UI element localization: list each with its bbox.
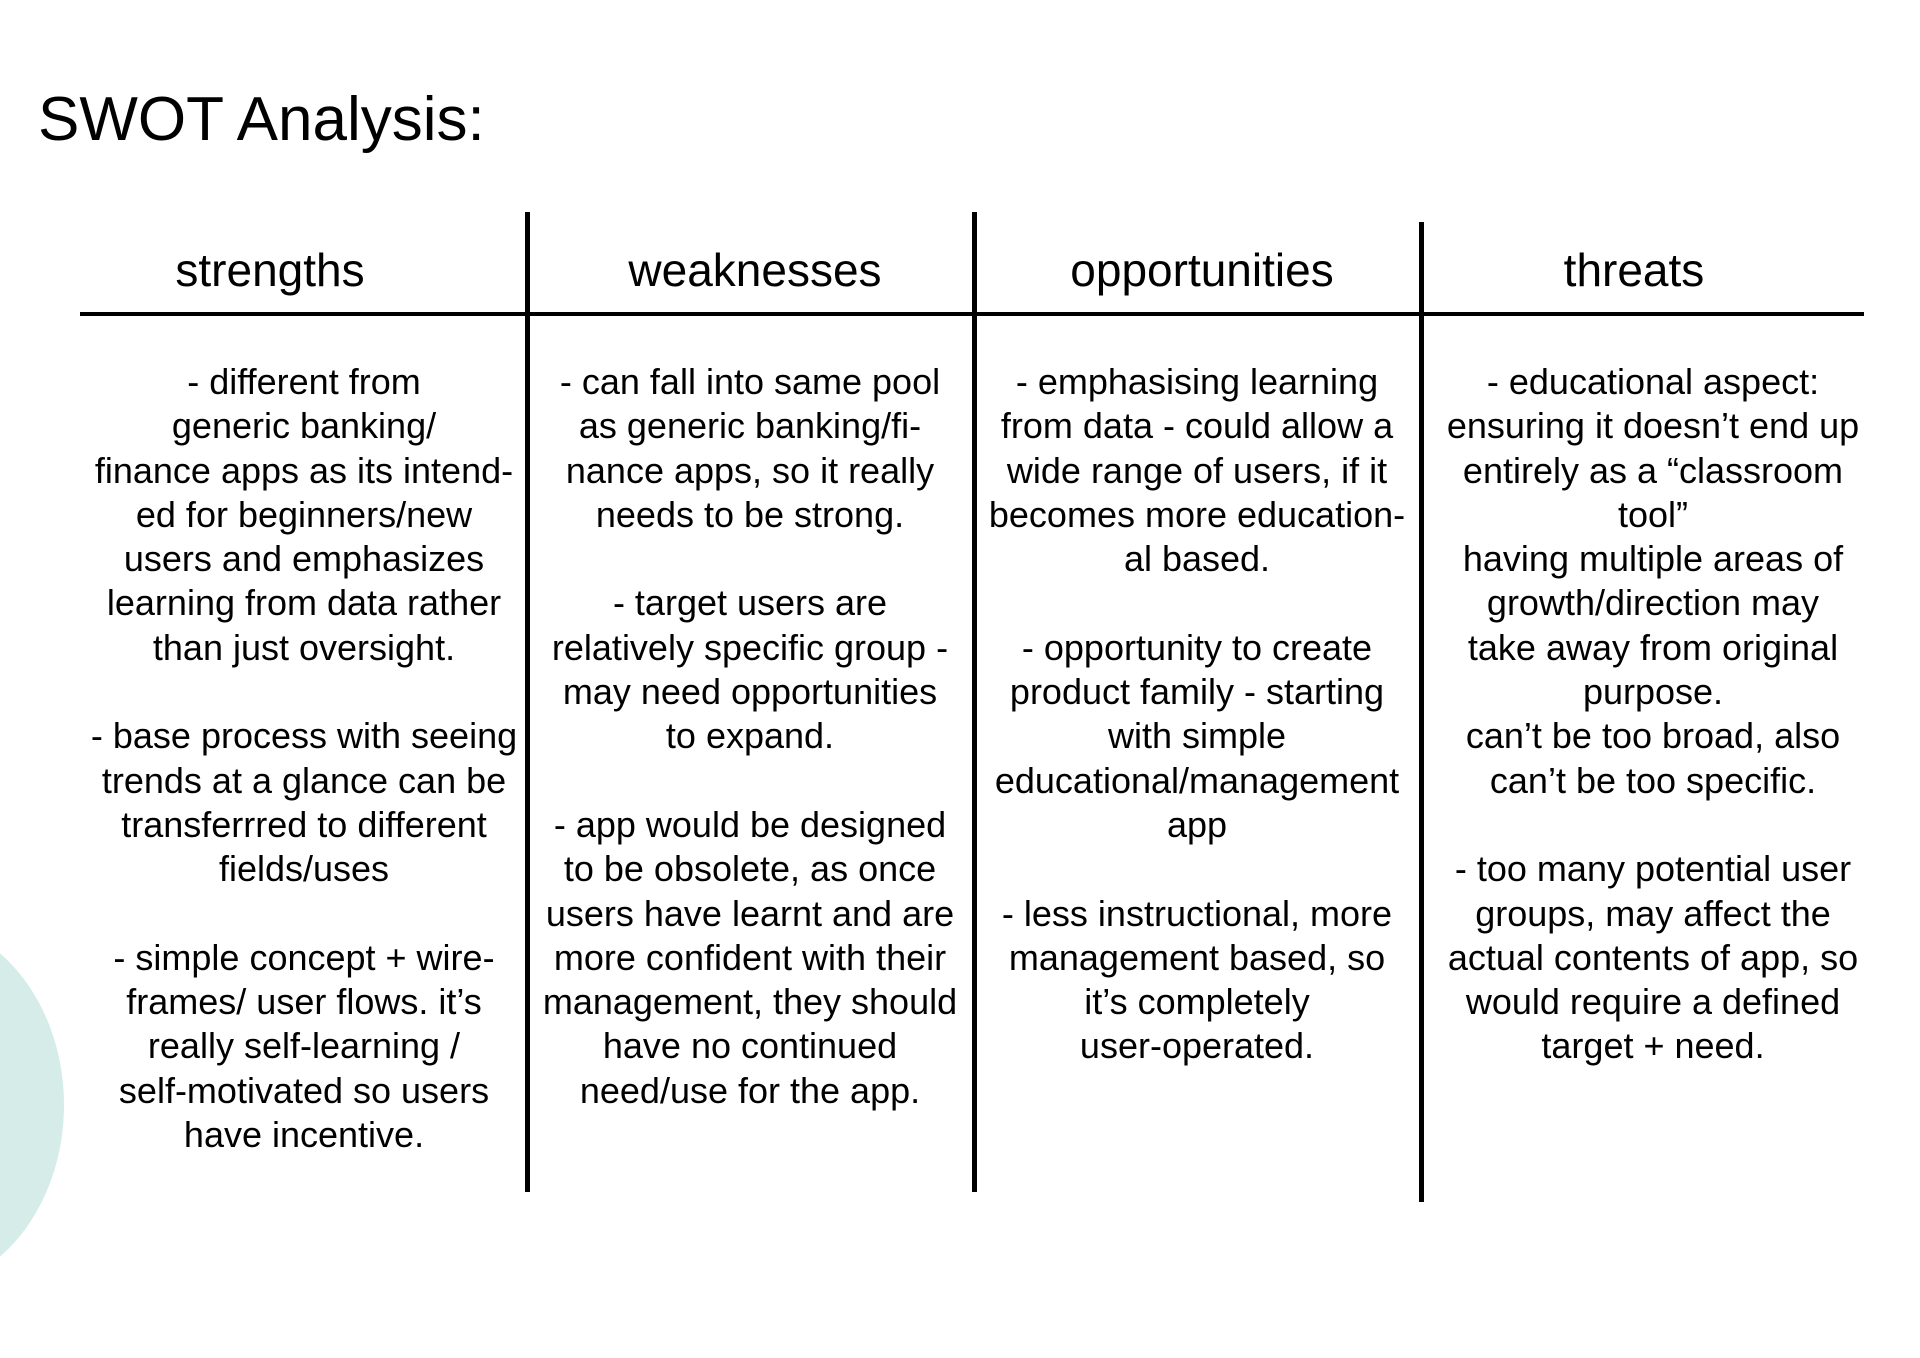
text-line: really self-learning /: [147, 1025, 461, 1067]
text-line: more confident with their: [553, 936, 947, 978]
text-line: - educational aspect:: [1486, 361, 1820, 402]
header-rule-right: [532, 312, 1864, 316]
page-title: SWOT Analysis:: [38, 85, 485, 154]
text-line: management based, so: [1008, 936, 1386, 978]
paragraph: [977, 892, 1417, 1069]
text-line: can’t be too broad, also: [1465, 715, 1841, 757]
text-line: user-operated.: [1079, 1025, 1315, 1067]
text-line: self-motivated so users: [118, 1069, 490, 1111]
column-divider-3: [1419, 222, 1424, 1202]
text-line: may need opportunities: [562, 671, 938, 713]
text-line: - different from: [187, 361, 421, 402]
text-line: frames/ user flows. it’s: [126, 981, 482, 1023]
text-line: than just oversight.: [152, 626, 456, 668]
text-line: trends at a glance can be: [101, 759, 507, 801]
text-line: wide range of users, if it: [1006, 449, 1388, 491]
text-line: nance apps, so it really: [565, 449, 935, 491]
text-line: - less instructional, more: [1001, 892, 1393, 934]
decorative-circle: [0, 920, 64, 1290]
text-line: - opportunity to create: [1021, 626, 1373, 668]
text-line: needs to be strong.: [595, 493, 905, 535]
text-line: entirely as a “classroom: [1462, 449, 1844, 491]
paragraph: [977, 360, 1417, 581]
paragraph: [78, 714, 530, 891]
threats-column: [1428, 360, 1878, 1069]
text-line: actual contents of app, so: [1447, 936, 1859, 978]
paragraph: [530, 360, 970, 537]
text-line: - can fall into same pool: [559, 361, 941, 402]
threats-heading: threats: [1563, 244, 1705, 296]
text-line: to be obsolete, as once: [563, 848, 937, 890]
paragraph: [1428, 360, 1878, 803]
text-line: - emphasising learning: [1015, 361, 1379, 402]
text-line: it’s completely: [1084, 981, 1310, 1023]
text-line: - app would be designed: [553, 803, 947, 845]
paragraph: [78, 360, 530, 670]
text-line: - too many potential user: [1454, 848, 1852, 890]
text-line: tool”: [1617, 493, 1689, 535]
text-line: users and emphasizes: [123, 538, 485, 580]
text-line: from data - could allow a: [1000, 405, 1394, 447]
text-line: purpose.: [1582, 671, 1724, 713]
text-line: growth/direction may: [1486, 582, 1820, 624]
text-line: - target users are: [612, 582, 888, 624]
text-line: having multiple areas of: [1462, 538, 1844, 580]
text-line: groups, may affect the: [1475, 892, 1831, 934]
text-line: take away from original: [1467, 626, 1839, 668]
paragraph: [78, 936, 530, 1157]
header-rule-left: [80, 312, 532, 316]
text-line: app: [1166, 803, 1228, 845]
text-line: - base process with seeing: [90, 715, 518, 757]
text-line: users have learnt and are: [545, 892, 955, 934]
paragraph: [530, 581, 970, 758]
text-line: generic banking/: [171, 405, 437, 447]
opportunities-heading: opportunities: [1070, 244, 1334, 296]
text-line: need/use for the app.: [579, 1069, 921, 1111]
text-line: have no continued: [602, 1025, 898, 1067]
text-line: ed for beginners/new: [135, 493, 473, 535]
text-line: becomes more education-: [988, 493, 1406, 535]
text-line: product family - starting: [1009, 671, 1385, 713]
opportunities-column: [977, 360, 1417, 1069]
text-line: transferrred to different: [121, 803, 487, 845]
text-line: al based.: [1123, 538, 1271, 580]
text-line: target + need.: [1541, 1025, 1765, 1067]
text-line: educational/management: [994, 759, 1400, 801]
paragraph: [1428, 847, 1878, 1068]
strengths-heading: strengths: [175, 244, 365, 296]
paragraph: [530, 803, 970, 1113]
text-line: have incentive.: [183, 1114, 425, 1156]
text-line: learning from data rather: [106, 582, 502, 624]
text-line: - simple concept + wire-: [113, 936, 495, 978]
strengths-column: [78, 360, 530, 1157]
weaknesses-heading: weaknesses: [628, 244, 882, 296]
weaknesses-column: [530, 360, 970, 1113]
text-line: with simple: [1107, 715, 1287, 757]
paragraph: [977, 626, 1417, 847]
text-line: relatively specific group -: [551, 626, 949, 668]
text-line: can’t be too specific.: [1489, 759, 1817, 801]
text-line: finance apps as its intend-: [94, 449, 514, 491]
text-line: to expand.: [665, 715, 835, 757]
text-line: as generic banking/fi-: [578, 405, 922, 447]
text-line: management, they should: [542, 981, 958, 1023]
text-line: ensuring it doesn’t end up: [1446, 405, 1860, 447]
text-line: would require a defined: [1465, 981, 1841, 1023]
text-line: fields/uses: [218, 848, 390, 890]
